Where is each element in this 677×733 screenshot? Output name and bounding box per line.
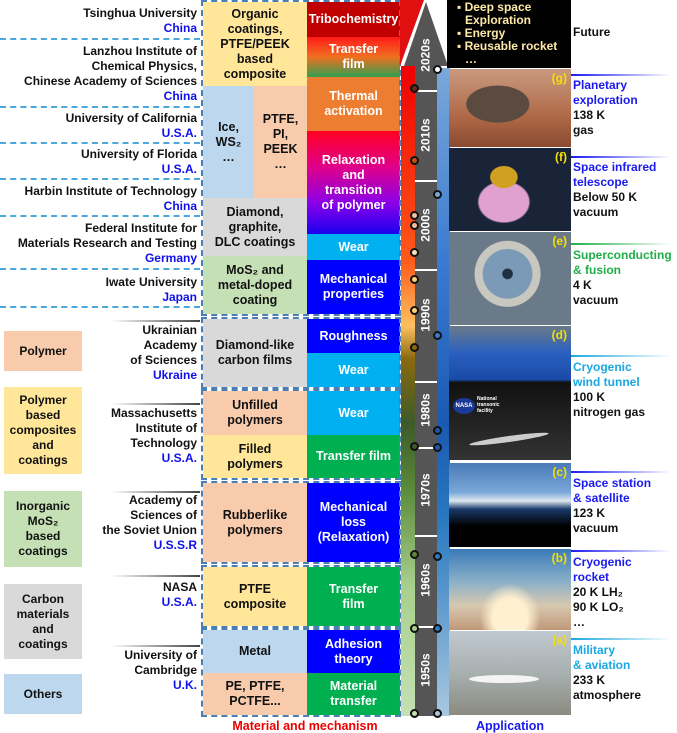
material-filled-polymers: Filled polymers xyxy=(203,435,307,478)
milestone-dot xyxy=(433,443,442,452)
material-dlc-films: Diamond-like carbon films xyxy=(203,319,307,387)
institution-name: Iwate University xyxy=(105,275,197,289)
block-border xyxy=(201,628,401,717)
institution-name: Federal Institute for Materials Research and Testing xyxy=(17,220,197,250)
mechanism-wear: Wear xyxy=(307,353,400,387)
milestone-dot xyxy=(433,624,442,633)
mechanism-roughness: Roughness xyxy=(307,319,400,353)
institution-country: U.K. xyxy=(173,677,197,692)
decade-text: 2000s xyxy=(419,208,433,242)
material-pe-ptfe-pctfe: PE, PTFE, PCTFE... xyxy=(203,673,307,715)
institution-country: Germany xyxy=(144,250,197,265)
material-ptfe-composite: PTFE composite xyxy=(203,567,307,626)
category-inorganic-mos2: Inorganic MoS₂ based coatings xyxy=(4,491,82,567)
app-title: Cryogenic rocket xyxy=(573,555,632,584)
app-temp: 4 K xyxy=(573,278,592,292)
photo-aircraft xyxy=(449,631,571,715)
institution-name: University of California xyxy=(65,111,197,125)
institution-country: China xyxy=(163,21,197,35)
future-item xyxy=(457,1,567,27)
mechanism-transfer-film: Transfer film xyxy=(307,435,400,478)
material-diamond: Diamond, graphite, DLC coatings xyxy=(203,198,307,256)
decade-text: 1950s xyxy=(419,653,433,687)
institution-country: U.S.A. xyxy=(161,162,197,176)
milestone-dot xyxy=(410,84,419,93)
decade-label xyxy=(415,110,437,160)
mechanism-transfer-film: Transfer film xyxy=(307,37,400,77)
photo-tag: (f) xyxy=(555,150,567,164)
decade-text: 1980s xyxy=(419,393,433,427)
milestone-dot xyxy=(410,221,419,230)
photo-tag: (a) xyxy=(552,633,567,647)
mechanism-wear: Wear xyxy=(307,234,400,260)
app-divider xyxy=(571,156,671,158)
milestone-dot xyxy=(433,190,442,199)
nasa-logo: NASA xyxy=(453,398,475,414)
photo-tag: (d) xyxy=(551,328,567,342)
material-mos2: MoS₂ and metal-doped coating xyxy=(203,256,307,314)
material-mechanism-label: Material and mechanism xyxy=(232,719,378,733)
app-env: vacuum xyxy=(573,521,619,535)
milestone-dot xyxy=(410,442,419,451)
photo-tag: (b) xyxy=(551,551,567,565)
app-divider xyxy=(571,243,671,245)
category-carbon: Carbon materials and coatings xyxy=(4,584,82,659)
institution-country: U.S.A. xyxy=(161,451,197,465)
divider xyxy=(0,38,200,40)
institution-name: University of Florida xyxy=(80,147,197,161)
material-metal: Metal xyxy=(203,630,307,673)
application-superconducting xyxy=(573,248,672,308)
application-label: Application xyxy=(475,719,545,733)
bullet-icon: ▪ xyxy=(457,39,465,53)
milestone-dot xyxy=(433,709,442,718)
future-label: Future xyxy=(573,25,611,39)
decade-tick xyxy=(415,535,437,537)
app-title: Military & aviation xyxy=(573,643,631,672)
divider xyxy=(0,106,200,108)
mechanism-tribochemistry: Tribochemistry xyxy=(307,2,400,37)
institution-country: U.S.A. xyxy=(161,126,197,140)
decade-label xyxy=(415,465,437,515)
material-unfilled-polymers: Unfilled polymers xyxy=(203,391,307,435)
institution xyxy=(0,272,197,308)
future-item-text: Energy xyxy=(464,26,506,40)
app-divider xyxy=(571,74,671,76)
institution-name: Academy of Sciences of the Soviet Union xyxy=(102,493,197,537)
institution xyxy=(0,4,197,38)
decade-tick xyxy=(415,180,437,182)
category-others: Others xyxy=(4,674,82,714)
app-env: gas xyxy=(573,123,594,137)
bullet-icon: ▪ xyxy=(457,26,465,40)
institution-name: Harbin Institute of Technology xyxy=(24,184,197,198)
decade-tick xyxy=(415,381,437,383)
institution-name: Tsinghua University xyxy=(83,6,197,20)
photo-tag: (c) xyxy=(552,465,567,479)
application-telescope xyxy=(573,160,656,220)
divider xyxy=(0,306,200,308)
material-ice-ws2: Ice, WS₂ … xyxy=(203,86,254,198)
photo-wind-tunnel xyxy=(449,326,571,460)
app-temp: 233 K xyxy=(573,673,606,687)
app-title: Planetary exploration xyxy=(573,78,638,107)
app-title: Space station & satellite xyxy=(573,476,652,505)
divider xyxy=(110,575,200,577)
institution xyxy=(0,42,197,106)
decade-text: 2020s xyxy=(419,38,433,72)
institution-country: Ukraine xyxy=(152,368,197,382)
application-planetary xyxy=(573,78,638,138)
divider xyxy=(0,178,200,180)
material-organic-coatings: Organic coatings, PTFE/PEEK based composite xyxy=(203,2,307,86)
future-more: … xyxy=(465,52,477,66)
app-temp: 138 K xyxy=(573,108,606,122)
block-border xyxy=(201,317,401,389)
mechanism-transfer-film: Transfer film xyxy=(307,567,400,626)
institution-name: Massachusetts Institute of Technology xyxy=(110,406,197,450)
milestone-dot xyxy=(410,275,419,284)
block-border xyxy=(201,565,401,628)
institution xyxy=(0,182,197,216)
institution-country: Japan xyxy=(162,290,197,304)
photo-space-telescope xyxy=(449,148,571,231)
photo-tag: (g) xyxy=(551,71,567,85)
mechanism-mechanical-properties: Mechanical properties xyxy=(307,260,400,314)
mechanism-adhesion-theory: Adhesion theory xyxy=(307,630,400,673)
aircraft-model xyxy=(469,430,549,447)
mechanism-mechanical-loss: Mechanical loss (Relaxation) xyxy=(307,483,400,562)
block-border xyxy=(201,0,401,316)
app-divider xyxy=(571,355,671,357)
milestone-dot xyxy=(410,306,419,315)
application-space-station xyxy=(573,476,651,536)
milestone-dot xyxy=(410,211,419,220)
mechanism-thermal-activation: Thermal activation xyxy=(307,77,400,131)
divider xyxy=(0,268,200,270)
app-title: Cryogenic wind tunnel xyxy=(573,360,640,389)
mechanism-material-transfer: Material transfer xyxy=(307,673,400,715)
milestone-dot xyxy=(433,552,442,561)
app-temp: 100 K xyxy=(573,390,606,404)
app-divider xyxy=(571,471,671,473)
app-divider xyxy=(571,550,671,552)
divider xyxy=(0,142,200,144)
institution xyxy=(0,109,197,143)
milestone-dot xyxy=(410,156,419,165)
application-rocket xyxy=(573,555,632,630)
app-temp: 123 K xyxy=(573,506,606,520)
future-box xyxy=(447,0,571,68)
app-env: vacuum xyxy=(573,293,619,307)
institution-country: China xyxy=(163,199,197,213)
milestone-dot xyxy=(433,331,442,340)
mechanism-wear: Wear xyxy=(307,391,400,435)
application-wind-tunnel xyxy=(573,360,645,420)
decade-text: 1960s xyxy=(419,563,433,597)
institution xyxy=(0,218,197,268)
decade-text: 2010s xyxy=(419,118,433,152)
aircraft xyxy=(469,675,539,683)
app-title: Superconducting & fusion xyxy=(573,248,672,277)
milestone-dot xyxy=(410,624,419,633)
photo-rocket-launch xyxy=(449,549,571,630)
app-title: Space infrared telescope xyxy=(573,160,657,189)
institution-name: Ukrainian Academy of Sciences xyxy=(130,323,197,367)
photo-tag: (e) xyxy=(552,234,567,248)
milestone-dot xyxy=(410,248,419,257)
photo-superconducting-magnet xyxy=(449,232,571,325)
photo-caption: National transonic facility xyxy=(477,396,500,414)
institution-name: NASA xyxy=(162,580,197,594)
app-env: nitrogen gas xyxy=(573,405,646,419)
milestone-dot xyxy=(410,709,419,718)
decade-text: 1970s xyxy=(419,473,433,507)
future-item-text: Deep space Exploration xyxy=(464,0,532,27)
app-env: atmosphere xyxy=(573,688,642,702)
material-ptfe-pi-peek: PTFE, PI, PEEK … xyxy=(254,86,307,198)
app-temp: 20 K LH₂ 90 K LO₂ … xyxy=(573,585,624,629)
future-item-text: Reusable rocket xyxy=(464,39,558,53)
decade-label xyxy=(415,645,437,695)
decade-tick xyxy=(415,269,437,271)
institution-name: Lanzhou Institute of Chemical Physics, Chinese Academy of Sciences xyxy=(24,44,197,88)
institution-country: U.S.A. xyxy=(161,595,197,609)
institution xyxy=(0,145,197,179)
bullet-icon: ▪ xyxy=(457,0,465,14)
milestone-dot xyxy=(433,426,442,435)
institution-country: U.S.S.R xyxy=(153,538,197,552)
category-polymer: Polymer xyxy=(4,331,82,371)
mechanism-relaxation: Relaxation and transition of polymer xyxy=(307,131,400,234)
institution-name: University of Cambridge xyxy=(124,647,197,677)
app-env: vacuum xyxy=(573,205,619,219)
block-border xyxy=(201,389,401,480)
category-polymer-composites: Polymer based composites and coatings xyxy=(4,387,82,474)
decade-text: 1990s xyxy=(419,298,433,332)
app-divider xyxy=(571,638,671,640)
divider xyxy=(0,215,200,217)
milestone-dot xyxy=(410,550,419,559)
photo-space-station xyxy=(449,463,571,547)
application-military xyxy=(573,643,641,703)
app-temp: Below 50 K xyxy=(573,190,638,204)
institution-country: China xyxy=(163,89,197,103)
block-border xyxy=(201,481,401,564)
milestone-dot xyxy=(433,65,442,74)
decade-label xyxy=(415,555,437,605)
milestone-dot xyxy=(410,343,419,352)
photo-mars-rover xyxy=(449,69,571,147)
material-rubberlike-polymers: Rubberlike polymers xyxy=(203,483,307,562)
